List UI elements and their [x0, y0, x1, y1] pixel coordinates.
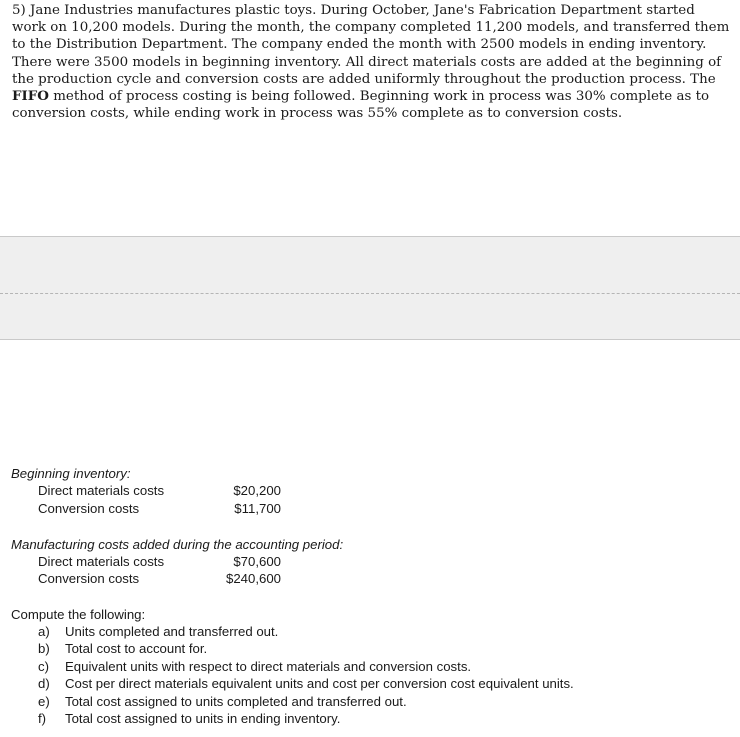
compute-item — [38, 641, 728, 658]
compute-item-letter: d) — [38, 676, 50, 692]
gray-separator-band — [0, 236, 740, 340]
fifo-bold: FIFO — [12, 88, 49, 105]
beginning-cc-value: $11,700 — [234, 501, 281, 516]
compute-item-text: Total cost assigned to units in ending inventory. — [65, 710, 341, 726]
compute-item-letter: c) — [38, 658, 49, 674]
compute-item-letter: f) — [38, 710, 47, 726]
dashed-divider — [0, 293, 740, 294]
problem-text-1: 5) Jane Industries manufactures plastic toys. During October, Jane's Fabrication Department started work on 10,200 models. During the month, the company completed 11,200 models, and transferred them to the Distribution Department. The company ended the month with 2500 models in ending inventory. There were 3500 models in beginning inventory. All direct materials costs are added at the beginning of the production cycle and conversion costs are added uniformly throughout the production process. The — [12, 3, 730, 87]
compute-item-letter: e) — [38, 693, 50, 709]
added-dm-value: $70,600 — [233, 554, 281, 569]
compute-item-text: Total cost to account for. — [65, 641, 208, 657]
compute-item-text: Total cost assigned to units completed and transferred out. — [65, 693, 407, 709]
beginning-cc-row — [38, 501, 288, 519]
problem-text-2: method of process costing is being followed. Beginning work in process was 30% complete as to conversion costs, while ending work in process was 55% complete as to conversion costs. — [12, 89, 710, 122]
added-cc-row — [38, 571, 288, 589]
compute-item — [38, 659, 728, 676]
beginning-cc-label: Conversion costs — [38, 501, 140, 516]
beginning-dm-label: Direct materials costs — [38, 483, 165, 498]
problem-statement — [12, 2, 732, 122]
beginning-dm-value: $20,200 — [233, 483, 281, 498]
added-dm-label: Direct materials costs — [38, 554, 165, 569]
compute-item — [38, 711, 728, 728]
compute-heading: Compute the following: — [11, 607, 146, 622]
added-cc-label: Conversion costs — [38, 571, 140, 586]
added-dm-row — [38, 554, 288, 572]
compute-item-text: Cost per direct materials equivalent units and cost per conversion cost equivalent units. — [65, 676, 574, 692]
compute-item — [38, 694, 728, 711]
compute-item-text: Units completed and transferred out. — [65, 624, 279, 639]
compute-list — [38, 624, 728, 728]
beginning-inventory-heading: Beginning inventory: — [11, 466, 131, 481]
manufacturing-costs-heading: Manufacturing costs added during the accounting period: — [11, 537, 344, 552]
compute-item-letter: a) — [38, 624, 50, 639]
compute-item-text: Equivalent units with respect to direct materials and conversion costs. — [65, 658, 472, 674]
added-cc-value: $240,600 — [225, 571, 281, 586]
compute-item-letter: b) — [38, 641, 50, 657]
beginning-dm-row — [38, 483, 288, 501]
compute-item — [38, 624, 728, 641]
compute-item — [38, 676, 728, 693]
